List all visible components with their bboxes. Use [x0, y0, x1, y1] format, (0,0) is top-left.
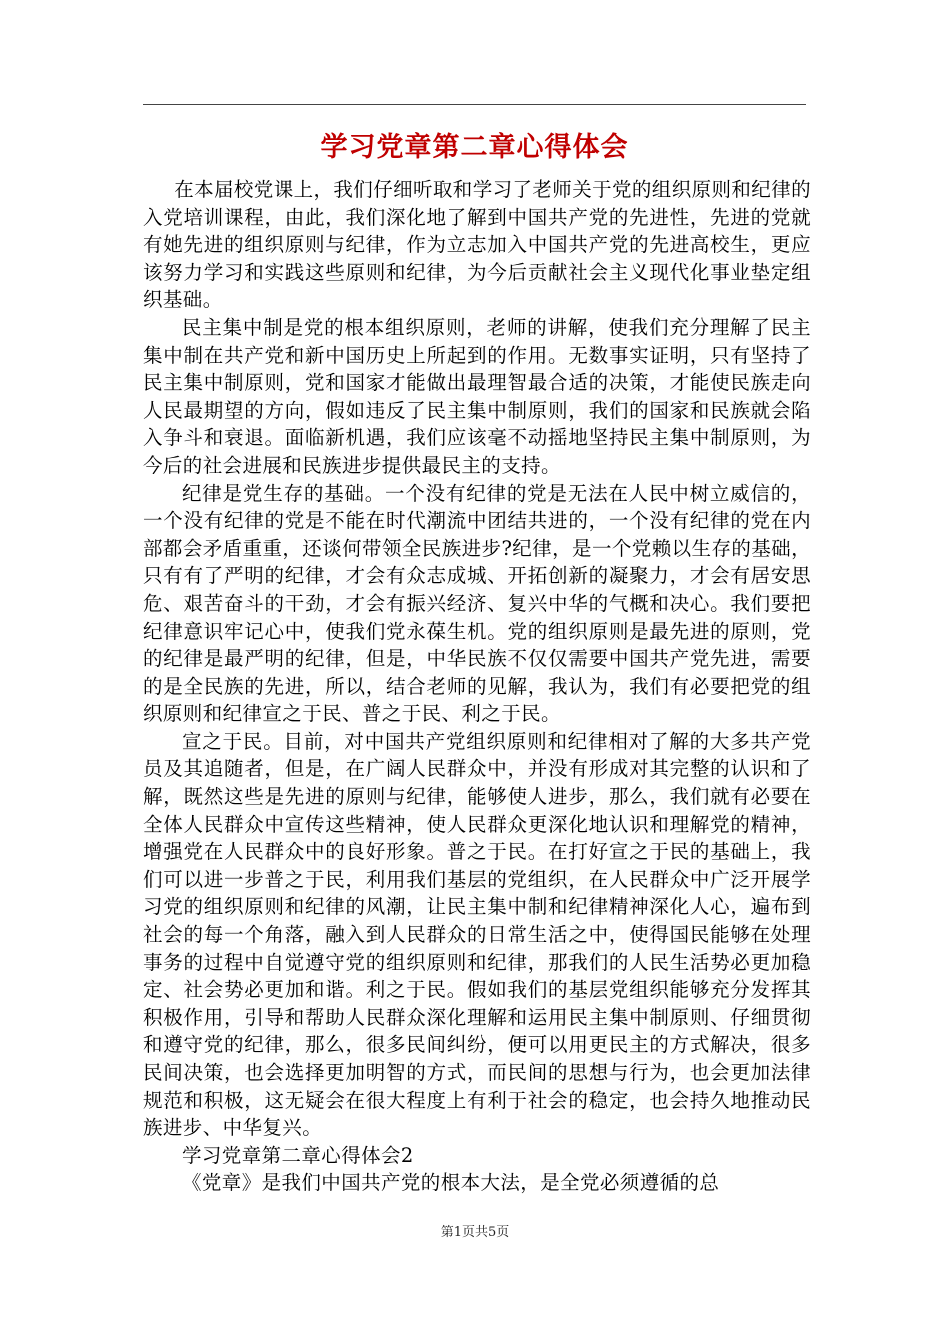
section-heading: 学习党章第二章心得体会2	[182, 1143, 414, 1167]
document-title: 学习党章第二章心得体会	[320, 132, 629, 163]
paragraph: 民主集中制是党的根本组织原则，老师的讲解，使我们充分理解了民主集中制在共产党和新中国历史上所起到的作用。无数事实证明，只有坚持了民主集中制原则，党和国家才能做出最理智最合适的决策，才能使民族走向人民最期望的方向，假如违反了民主集中制原则，我们的国家和民族就会陷入争斗和衰退。面临新机遇，我们应该毫不动摇地坚持民主集中制原则，为今后的社会进展和民族进步提供最民主的支持。	[143, 315, 811, 477]
paragraph: 宣之于民。目前，对中国共产党组织原则和纪律相对了解的大多共产党员及其追随者，但是，在广阔人民群众中，并没有形成对其完整的认识和了解，既然这些是先进的原则与纪律，能够使人进步，那么，我们就有必要在全体人民群众中宣传这些精神，使人民群众更深化地认识和理解党的精神，增强党在人民群众中的良好形象。普之于民。在打好宣之于民的基础上，我们可以进一步普之于民，利用我们基层的党组织，在人民群众中广泛开展学习党的组织原则和纪律的风潮，让民主集中制和纪律精神深化人心，遍布到社会的每一个角落，融入到人民群众的日常生活之中，使得国民能够在处理事务的过程中自觉遵守党的组织原则和纪律，那我们的人民生活势必更加稳定、社会势必更加和谐。利之于民。假如我们的基层党组织能够充分发挥其积极作用，引导和帮助人民群众深化理解和运用民主集中制原则、仔细贯彻和遵守党的纪律，那么，很多民间纠纷，便可以用更民主的方式解决，很多民间决策，也会选择更加明智的方式，而民间的思想与行为，也会更加法律规范和积极，这无疑会在很大程度上有利于社会的稳定，也会持久地推动民族进步、中华复兴。	[143, 729, 811, 1140]
document-body	[143, 176, 811, 1197]
header-divider	[143, 104, 806, 105]
page-number-footer: 第1页共5页	[440, 1225, 510, 1240]
paragraph: 《党章》是我们中国共产党的根本大法，是全党必须遵循的总	[182, 1171, 720, 1195]
paragraph: 在本届校党课上，我们仔细听取和学习了老师关于党的组织原则和纪律的入党培训课程，由此，我们深化地了解到中国共产党的先进性，先进的党就有她先进的组织原则与纪律，作为立志加入中国共产党的先进高校生，更应该努力学习和实践这些原则和纪律，为今后贡献社会主义现代化事业垫定组织基础。	[143, 178, 811, 312]
paragraph: 纪律是党生存的基础。一个没有纪律的党是无法在人民中树立威信的，一个没有纪律的党是不能在时代潮流中团结共进的，一个没有纪律的党在内部都会矛盾重重，还谈何带领全民族进步?纪律，是一个党赖以生存的基础，只有有了严明的纪律，才会有众志成城、开拓创新的凝聚力，才会有居安思危、艰苦奋斗的干劲，才会有振兴经济、复兴中华的气概和决心。我们要把纪律意识牢记心中，使我们党永葆生机。党的组织原则是最先进的原则，党的纪律是最严明的纪律，但是，中华民族不仅仅需要中国共产党先进，需要的是全民族的先进，所以，结合老师的见解，我认为，我们有必要把党的组织原则和纪律宣之于民、普之于民、利之于民。	[143, 481, 811, 726]
